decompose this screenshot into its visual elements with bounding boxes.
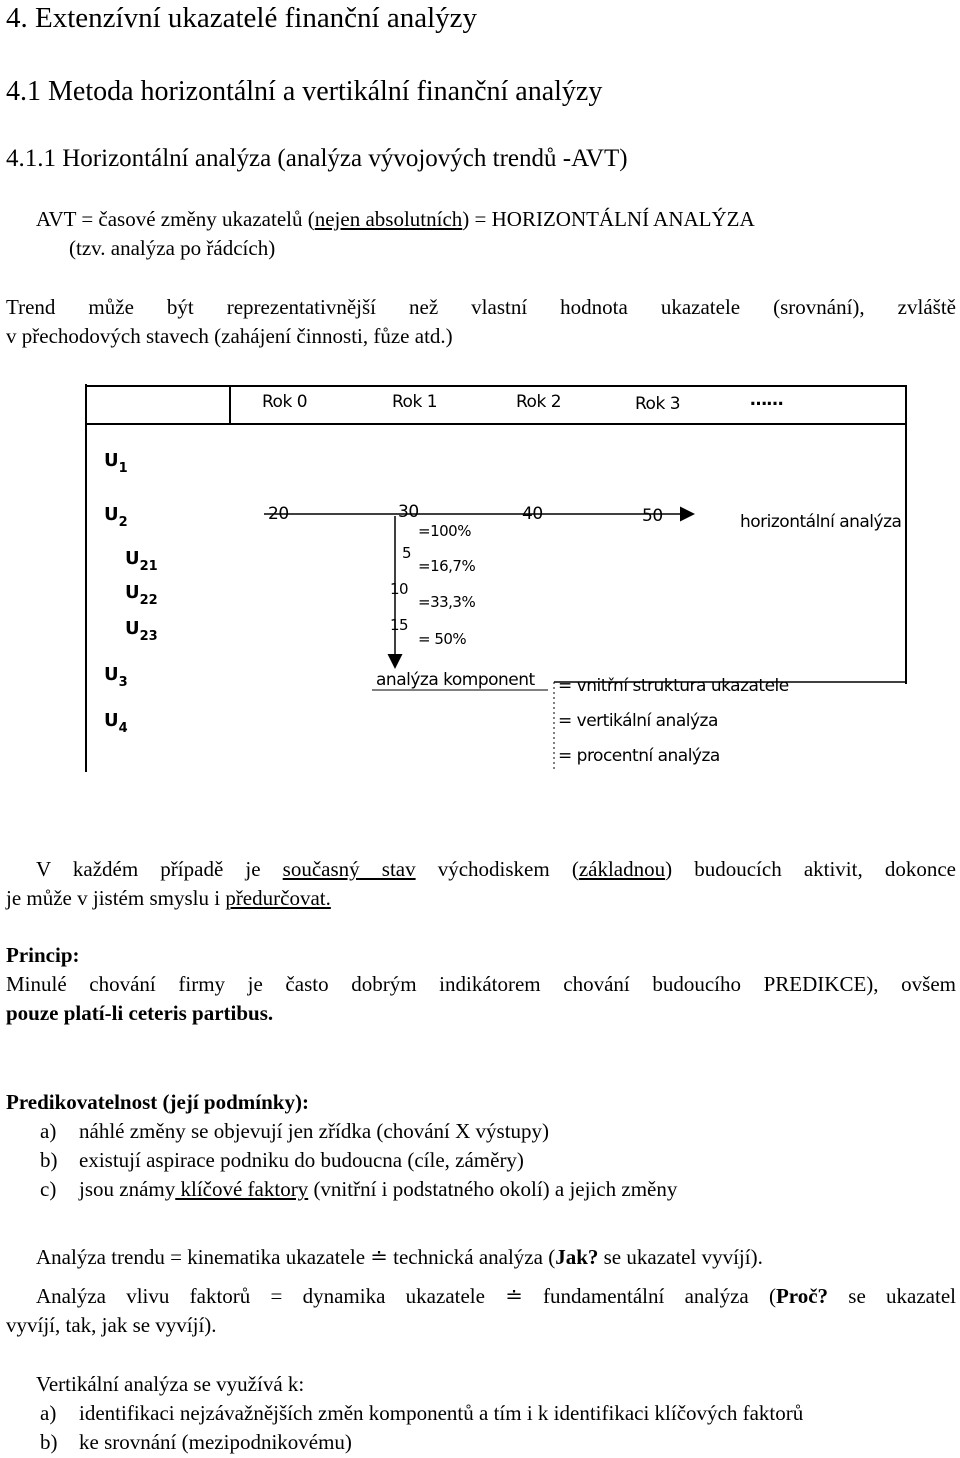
predik-marker: b) <box>40 1148 58 1172</box>
predik-marker: c) <box>40 1177 57 1201</box>
heading-chapter: 4. Extenzívní ukazatelé finanční analýzy <box>6 2 478 34</box>
predik-item: existují aspirace podniku do budoucna (cíle, záměry) <box>79 1148 524 1172</box>
row-label-u22: $U_{22}$ <box>125 582 158 608</box>
component-pct: =33,3% <box>418 593 476 611</box>
factor-analysis-line2: vyvíjí, tak, jak se vyvíjí). <box>6 1313 217 1337</box>
analysis-diagram <box>82 384 918 772</box>
row-label-u4: $U_4$ <box>104 710 128 736</box>
row-label-u23: $U_{23}$ <box>125 618 158 644</box>
avt-definition: AVT = časové změny ukazatelů (nejen absolutních) = HORIZONTÁLNÍ ANALÝZA <box>36 207 755 231</box>
avt-definition-line2: (tzv. analýza po řádcích) <box>69 236 276 260</box>
princip-line2: pouze platí-li ceteris partibus. <box>6 1001 274 1025</box>
component-analysis-label: analýza komponent <box>376 670 535 690</box>
component-value: 10 <box>390 580 409 598</box>
avt-underlined: nejen absolutních <box>314 207 463 231</box>
princip-title: Princip: <box>6 943 80 967</box>
equivalent-label: = procentní analýza <box>558 746 720 766</box>
trend-paragraph-line2: v přechodových stavech (zahájení činnosti, fůze atd.) <box>6 324 453 348</box>
vertical-marker: a) <box>40 1401 57 1425</box>
predik-marker: a) <box>40 1119 57 1143</box>
year-header: Rok 0 <box>262 392 308 412</box>
factor-analysis-line1: Analýza vlivu faktorů = dynamika ukazatele ≐ fundamentální analýza (Proč? se ukazatel <box>36 1284 956 1308</box>
year-header-ellipsis: …… <box>750 390 783 410</box>
component-pct: = 50% <box>418 630 467 648</box>
vertical-title: Vertikální analýza se využívá k: <box>36 1372 305 1396</box>
row-label-u2: $U_2$ <box>104 504 128 530</box>
predik-title: Predikovatelnost (její podmínky): <box>6 1090 309 1114</box>
component-value: 15 <box>390 616 409 634</box>
row-label-u3: $U_3$ <box>104 664 128 690</box>
year-header: Rok 2 <box>516 392 562 412</box>
row-value: 20 <box>268 504 289 524</box>
princip-line1: Minulé chování firmy je často dobrým indikátorem chování budoucího PREDIKCE), ovšem <box>6 972 956 996</box>
vertical-item: ke srovnání (mezipodnikovému) <box>79 1430 352 1454</box>
trend-analysis-line: Analýza trendu = kinematika ukazatele ≐ technická analýza (Jak? se ukazatel vyvíjí). <box>36 1245 763 1269</box>
equivalent-label: = vertikální analýza <box>558 711 718 731</box>
row-value: 30 <box>398 502 419 522</box>
current-state-line1: V každém případě je současný stav východiskem (základnou) budoucích aktivit, dokonce <box>36 857 956 881</box>
trend-paragraph-line1: Trend může být reprezentativnější než vlastní hodnota ukazatele (srovnání), zvláště <box>6 295 956 319</box>
predik-item: jsou známy klíčové faktory (vnitřní i podstatného okolí) a jejich změny <box>79 1177 678 1201</box>
row-label-u21: $U_{21}$ <box>125 548 158 574</box>
vertical-item: identifikaci nejzávažnějších změn komponentů a tím i k identifikaci klíčových faktorů <box>79 1401 804 1425</box>
heading-section: 4.1 Metoda horizontální a vertikální finanční analýzy <box>6 76 603 107</box>
row-value: 40 <box>522 504 543 524</box>
equivalent-label: = vnitřní struktura ukazatele <box>558 676 789 696</box>
predik-item: náhlé změny se objevují jen zřídka (chování X výstupy) <box>79 1119 550 1143</box>
component-value: 5 <box>402 544 412 562</box>
row-label-u1: $U_1$ <box>104 450 128 476</box>
component-pct: =16,7% <box>418 557 476 575</box>
year-header: Rok 1 <box>392 392 438 412</box>
component-pct: =100% <box>418 522 471 540</box>
heading-subsection: 4.1.1 Horizontální analýza (analýza vývojových trendů -AVT) <box>6 145 628 172</box>
current-state-line2: je může v jistém smyslu i předurčovat. <box>6 886 331 910</box>
row-value: 50 <box>642 506 663 526</box>
vertical-marker: b) <box>40 1430 58 1454</box>
year-header: Rok 3 <box>635 394 681 414</box>
horizontal-analysis-label: horizontální analýza <box>740 512 902 532</box>
diagram-lines <box>82 384 918 772</box>
